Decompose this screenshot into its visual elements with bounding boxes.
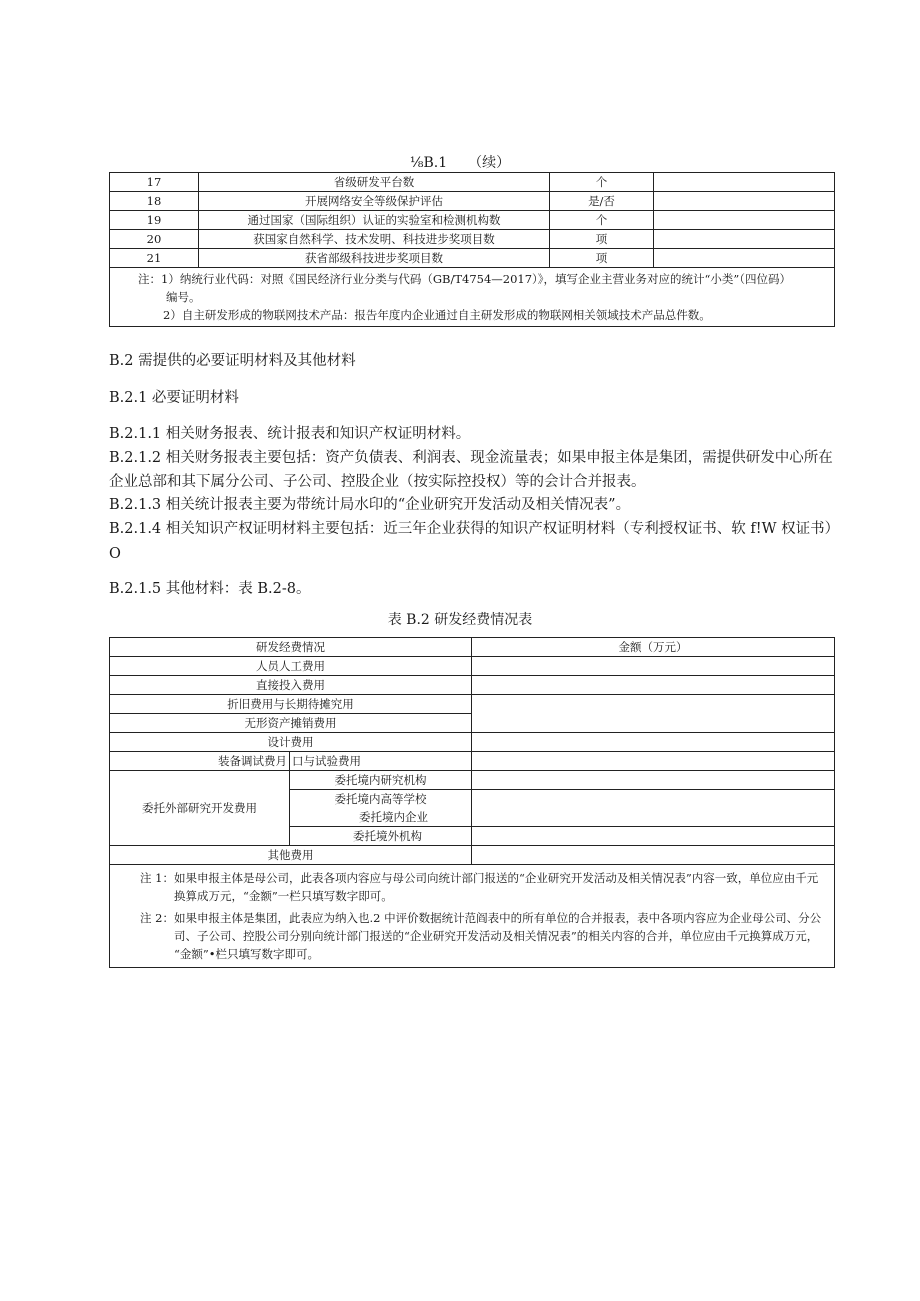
row-number: 20 — [110, 230, 199, 249]
paragraph-b2-1-3: B.2.1.3 相关统计报表主要为带统计局水印的“企业研究开发活动及相关情况表”。 — [109, 497, 631, 513]
note-1-text — [174, 869, 818, 905]
note-1-line-1: 注：1）纳统行业代码：对照《国民经济行业分类与代码（GB/T4754—2017）》，填写企业主营业务对应的统计“小类”（四位码） — [138, 272, 792, 286]
amount-cell[interactable] — [472, 676, 835, 695]
row-unit: 个 — [550, 173, 654, 192]
note-2: 2）自主研发形成的物联网技术产品：报告年度内企业通过自主研发形成的物联网相关领域技术产品总件数。 — [163, 308, 711, 322]
paragraph-b2-1-4-line-2: O — [109, 546, 121, 562]
row-value[interactable] — [654, 192, 835, 211]
row-number: 17 — [110, 173, 199, 192]
row-unit: 项 — [550, 230, 654, 249]
row-intangible-amortization: 无形资产摊销费用 — [110, 714, 472, 733]
amount-cell[interactable] — [472, 752, 835, 771]
row-number: 19 — [110, 211, 199, 230]
amount-cell[interactable] — [472, 846, 835, 865]
row-domestic-universities: 委托境内高等学校 — [334, 792, 427, 806]
table-header-row — [110, 638, 835, 657]
row-overseas-institutions: 委托境外机构 — [290, 827, 472, 846]
row-value[interactable] — [654, 173, 835, 192]
paragraph-b2-1-1: B.2.1.1 相关财务报表、统计报表和知识产权证明材料。 — [109, 426, 471, 442]
paragraph-b2-1-4-line-1: B.2.1.4 相关知识产权证明材料主要包括：近三年企业获得的知识产权证明材料（专利授权证书、软 f!W 权证书） — [109, 521, 840, 537]
table-b2-notes — [110, 865, 835, 968]
row-item: 通过国家（国际组织）认证的实验室和检测机构数 — [199, 211, 550, 230]
paragraph-b2-1-2-line-1: B.2.1.2 相关财务报表主要包括：资产负债表、利润表、现金流量表；如果申报主体是集团，需提供研发中心所在 — [109, 450, 833, 466]
note-2 — [140, 909, 826, 963]
table-notes-row — [110, 865, 835, 968]
table-row — [110, 657, 835, 676]
row-item: 开展网络安全等级保护评估 — [199, 192, 550, 211]
table-row — [110, 733, 835, 752]
table-row — [110, 211, 835, 230]
table-b1-caption: ⅛B.1 （续） — [409, 155, 511, 171]
note-1 — [140, 869, 826, 905]
row-design-cost: 设计费用 — [110, 733, 472, 752]
amount-cell[interactable] — [472, 733, 835, 752]
row-item: 获省部级科技进步奖项目数 — [199, 249, 550, 268]
row-equipment-test-cost: 口与试验费用 — [290, 752, 472, 771]
table-row — [110, 230, 835, 249]
note-1-line-1: 如果申报主体是母公司，此表各项内容应与母公司向统计部门报送的“企业研究开发活动及相关情况表”内容一致，单位应由千元 — [174, 871, 819, 885]
note-2-text — [174, 909, 821, 963]
row-value[interactable] — [654, 211, 835, 230]
amount-cell[interactable] — [472, 827, 835, 846]
amount-cell[interactable] — [472, 771, 835, 790]
table-row — [110, 192, 835, 211]
row-other-cost: 其他费用 — [110, 846, 472, 865]
row-value[interactable] — [654, 230, 835, 249]
row-item: 获国家自然科学、技术发明、科技进步奖项目数 — [199, 230, 550, 249]
amount-cell[interactable] — [472, 790, 835, 827]
note-2-label: 注 2： — [140, 911, 174, 925]
note-2-line-3: “金额”•栏只填写数字即可。 — [174, 947, 320, 961]
note-1-line-2: 编号。 — [166, 290, 201, 304]
row-outsourced-rd-cost: 委托外部研究开发费用 — [110, 771, 290, 846]
row-value[interactable] — [654, 249, 835, 268]
row-personnel-cost: 人员人工费用 — [110, 657, 472, 676]
table-row — [110, 173, 835, 192]
section-b2-heading: B.2 需提供的必要证明材料及其他材料 — [109, 353, 356, 369]
paragraph-b2-1-5: B.2.1.5 其他材料：表 B.2-8。 — [109, 581, 311, 597]
note-2-line-1: 如果申报主体是集团，此表应为纳入也.2 中评价数据统计范阎表中的所有单位的合并报表，表中各项内容应为企业母公司、分公 — [174, 911, 822, 925]
row-item: 省级研发平台数 — [199, 173, 550, 192]
table-row — [110, 771, 835, 790]
row-depreciation-cost: 折旧费用与长期待摊究用 — [110, 695, 472, 714]
paragraph-b2-1-2-line-2: 企业总部和其下属分公司、子公司、控股企业（按实际控投权）等的会计合并报表。 — [109, 474, 646, 490]
table-row — [110, 695, 835, 714]
row-unit: 个 — [550, 211, 654, 230]
header-item: 研发经费情况 — [110, 638, 472, 657]
table-row — [110, 846, 835, 865]
row-unit: 项 — [550, 249, 654, 268]
amount-cell[interactable] — [472, 657, 835, 676]
row-domestic-universities-enterprises — [290, 790, 472, 827]
row-equipment-debug-cost: 装备调试费月 — [110, 752, 290, 771]
note-1-line-2: 换算成万元，“金额”一栏只填写数字即可。 — [174, 889, 393, 903]
section-b21-heading: B.2.1 必要证明材料 — [109, 390, 239, 406]
row-direct-input-cost: 直接投入费用 — [110, 676, 472, 695]
table-row — [110, 249, 835, 268]
row-number: 21 — [110, 249, 199, 268]
table-b2 — [109, 637, 835, 968]
note-2-line-2: 司、子公司、控股公司分别向统计部门报送的“企业研究开发活动及相关情况表”的相关内容的合并，单位应由千元换算成万元， — [174, 929, 819, 943]
table-b1 — [109, 172, 835, 327]
header-amount: 金额（万元） — [472, 638, 835, 657]
table-notes-row — [110, 268, 835, 327]
table-row — [110, 752, 835, 771]
row-number: 18 — [110, 192, 199, 211]
row-domestic-research-institutes: 委托境内研究机构 — [290, 771, 472, 790]
row-domestic-enterprises: 委托境内企业 — [359, 810, 428, 824]
row-unit: 是/否 — [550, 192, 654, 211]
amount-cell[interactable] — [472, 695, 835, 733]
note-1-label: 注 1： — [140, 871, 174, 885]
table-b2-caption: 表 B.2 研发经费情况表 — [387, 612, 533, 628]
table-notes — [110, 268, 835, 327]
table-row — [110, 676, 835, 695]
